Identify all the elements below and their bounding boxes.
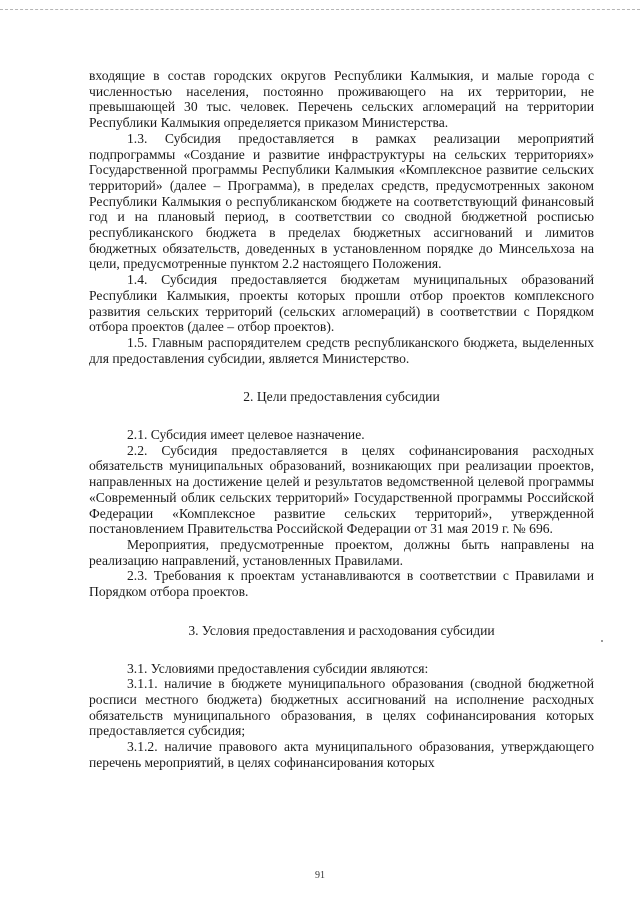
page-number: 91 bbox=[315, 870, 325, 881]
paragraph-3-1-1: 3.1.1. наличие в бюджете муниципального образования (сводной бюджетной росписи местного бюджета) бюджетных ассигнований на исполнение расходных обязательств муниципального образования, в целях софинансирования которых предоставляется субсидия; bbox=[89, 676, 594, 739]
paragraph-2-1: 2.1. Субсидия имеет целевое назначение. bbox=[127, 427, 365, 443]
document-body bbox=[89, 68, 594, 770]
paragraph-1-4: 1.4. Субсидия предоставляется бюджетам муниципальных образований Республики Калмыкия, проекты которых прошли отбор проектов комплексного развития сельских территорий (сельских агломераций) в соответствии с Порядком отбора проектов (далее – отбор проектов). bbox=[89, 272, 594, 335]
section-heading-2: 2. Цели предоставления субсидии bbox=[243, 389, 440, 405]
paragraph-2-2: 2.2. Субсидия предоставляется в целях софинансирования расходных обязательств муниципальных образований, возникающих при реализации проектов, направленных на достижение целей и результатов ведомственной целевой программы «Современный облик сельских территорий» Государственной программы Российской Федерации «Комплексное развитие сельских территорий», утвержденной постановлением Правительства Российской Федерации от 31 мая 2019 г. № 696. bbox=[89, 442, 594, 537]
paragraph-3-1: 3.1. Условиями предоставления субсидии являются: bbox=[127, 660, 429, 676]
scan-top-border bbox=[0, 9, 640, 10]
section-heading-3: 3. Условия предоставления и расходования субсидии bbox=[188, 622, 495, 638]
paragraph-1-5: 1.5. Главным распорядителем средств республиканского бюджета, выделенных для предоставления субсидии, является Министерство. bbox=[89, 334, 594, 366]
paragraph-1-3: 1.3. Субсидия предоставляется в рамках реализации мероприятий подпрограммы «Создание и развитие инфраструктуры на сельских территориях» Государственной программы Республики Калмыкия «Комплексное развитие сельских территорий» (далее – Программа), в пределах средств, предусмотренных законом Республики Калмыкия о республиканском бюджете на соответствующий финансовый год и на плановый период, в соответствии со сводной бюджетной росписью республиканского бюджета в пределах бюджетных ассигнований и лимитов бюджетных обязательств, доведенных в установленном порядке до Минсельхоза на цели, предусмотренные пунктом 2.2 настоящего Положения. bbox=[89, 130, 594, 272]
paragraph-2-3: 2.3. Требования к проектам устанавливаются в соответствии с Правилами и Порядком отбора проектов. bbox=[89, 568, 594, 600]
paragraph-measures: Мероприятия, предусмотренные проектом, должны быть направлены на реализацию направлений, установленных Правилами. bbox=[89, 536, 594, 568]
paragraph-continuation: входящие в состав городских округов Республики Калмыкия, и малые города с численностью населения, постоянно проживающего на их территории, не превышающей 30 тыс. человек. Перечень сельских агломераций на территории Республики Калмыкия определяется приказом Министерства. bbox=[89, 68, 594, 131]
paragraph-3-1-2: 3.1.2. наличие правового акта муниципального образования, утверждающего перечень мероприятий, в целях софинансирования которых bbox=[89, 739, 594, 770]
scan-speck bbox=[601, 640, 603, 642]
